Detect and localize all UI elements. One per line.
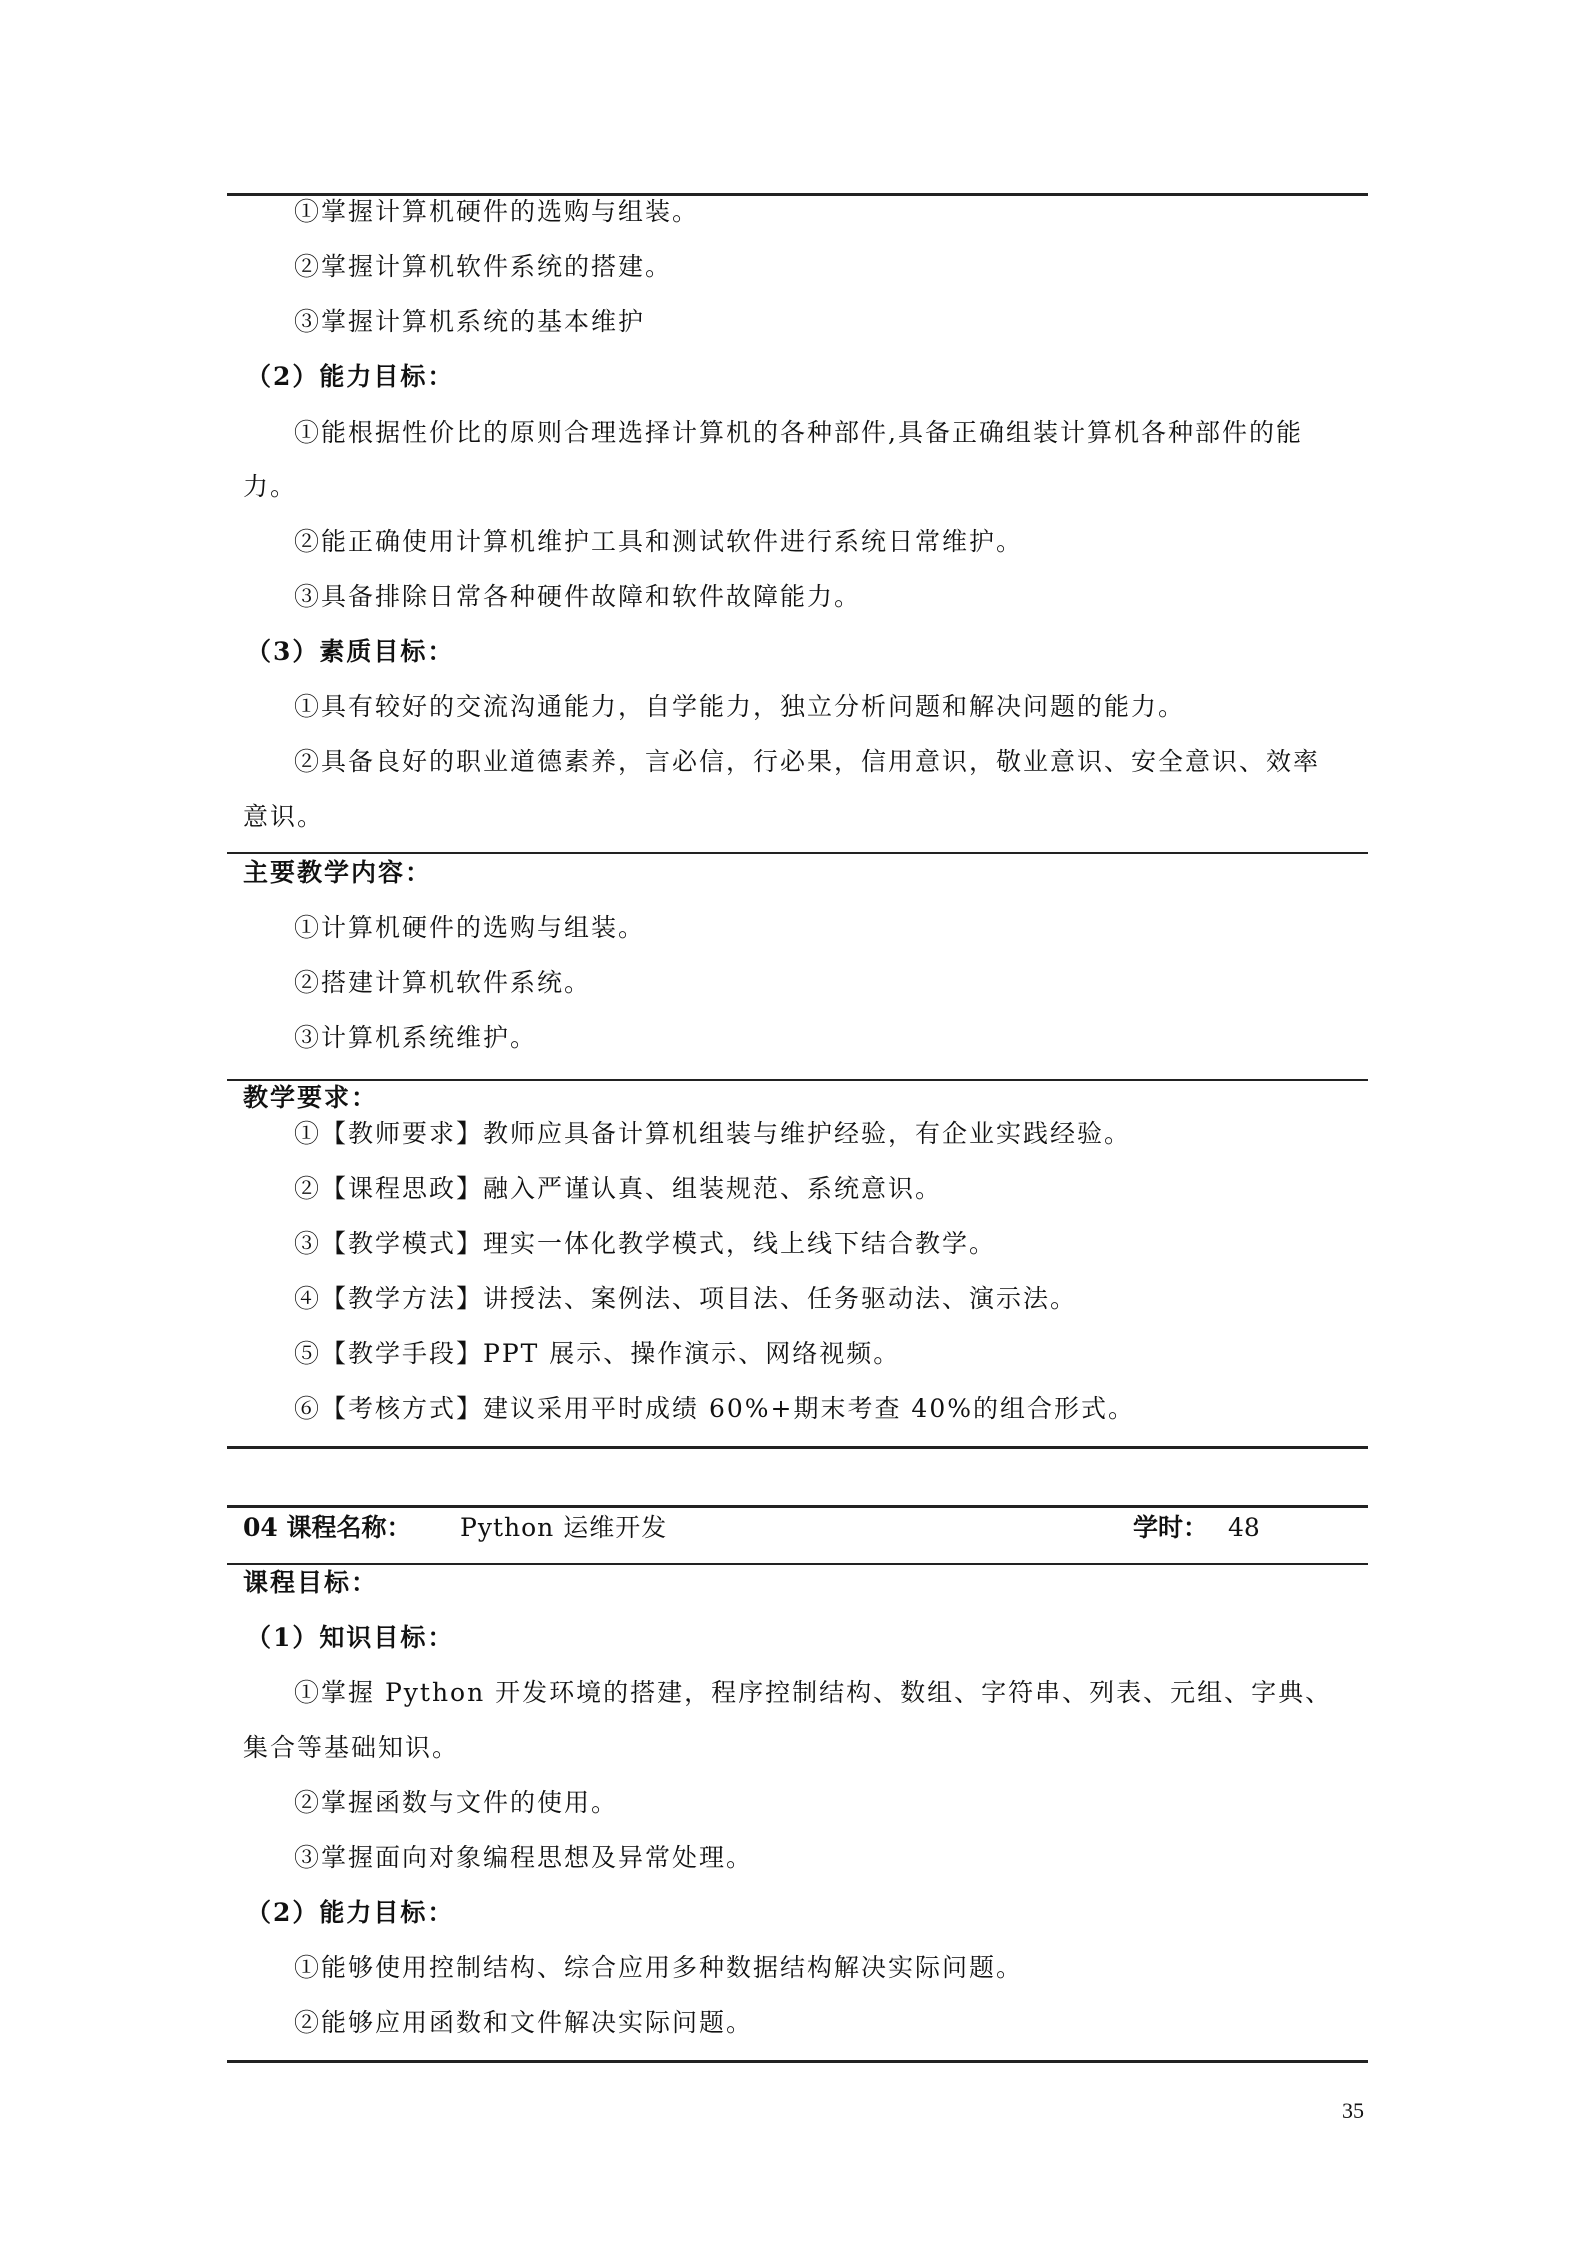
ability-item-2: ②能够应用函数和文件解决实际问题。 [294, 2008, 754, 2037]
section-divider [227, 1079, 1368, 1081]
quality-item-2: ②具备良好的职业道德素养，言必信，行必果，信用意识，敬业意识、安全意识、效率 [294, 747, 1321, 776]
knowledge-heading: （1）知识目标： [246, 1623, 455, 1652]
ability-heading: （2）能力目标： [246, 1898, 455, 1927]
ability-item-1: ①能根据性价比的原则合理选择计算机的各种部件,具备正确组装计算机各种部件的能 [294, 418, 1303, 447]
ability-heading: （2）能力目标： [246, 362, 455, 391]
table-top-rule [227, 1505, 1368, 1508]
ability-item-1-cont: 力。 [243, 472, 298, 501]
knowledge-item-2: ②掌握计算机软件系统的搭建。 [294, 252, 673, 281]
quality-item-1: ①具有较好的交流沟通能力，自学能力，独立分析问题和解决问题的能力。 [294, 692, 1186, 721]
ability-item-2: ②能正确使用计算机维护工具和测试软件进行系统日常维护。 [294, 527, 1024, 556]
section-divider [227, 852, 1368, 854]
requirements-heading: 教学要求： [243, 1083, 379, 1112]
table-bottom-rule [227, 1446, 1368, 1449]
content-item-3: ③计算机系统维护。 [294, 1023, 538, 1052]
course-name-value: Python 运维开发 [460, 1513, 668, 1542]
content-heading: 主要教学内容： [243, 858, 433, 887]
knowledge-item-2: ②掌握函数与文件的使用。 [294, 1788, 619, 1817]
hours-value: 48 [1228, 1513, 1260, 1542]
content-item-1: ①计算机硬件的选购与组装。 [294, 913, 646, 942]
knowledge-item-1: ①掌握计算机硬件的选购与组装。 [294, 197, 700, 226]
ability-item-1: ①能够使用控制结构、综合应用多种数据结构解决实际问题。 [294, 1953, 1024, 1982]
requirement-item-2: ②【课程思政】融入严谨认真、组装规范、系统意识。 [294, 1174, 943, 1203]
knowledge-item-1-cont: 集合等基础知识。 [243, 1733, 460, 1762]
quality-heading: （3）素质目标： [246, 637, 455, 666]
requirement-item-5: ⑤【教学手段】PPT 展示、操作演示、网络视频。 [294, 1339, 901, 1368]
requirement-item-4: ④【教学方法】讲授法、案例法、项目法、任务驱动法、演示法。 [294, 1284, 1078, 1313]
knowledge-item-3: ③掌握计算机系统的基本维护 [294, 307, 646, 336]
table-bottom-rule [227, 2060, 1368, 2063]
goals-heading: 课程目标： [243, 1568, 379, 1597]
requirement-item-1: ①【教师要求】教师应具备计算机组装与维护经验，有企业实践经验。 [294, 1119, 1132, 1148]
section-divider [227, 1563, 1368, 1565]
quality-item-2-cont: 意识。 [243, 802, 325, 831]
knowledge-item-1: ①掌握 Python 开发环境的搭建，程序控制结构、数组、字符串、列表、元组、字典、 [294, 1678, 1333, 1707]
ability-item-3: ③具备排除日常各种硬件故障和软件故障能力。 [294, 582, 862, 611]
course-name-label: 04 课程名称： [243, 1513, 412, 1542]
requirement-item-3: ③【教学模式】理实一体化教学模式，线上线下结合教学。 [294, 1229, 997, 1258]
page-number: 35 [1342, 2098, 1364, 2123]
knowledge-item-3: ③掌握面向对象编程思想及异常处理。 [294, 1843, 754, 1872]
requirement-item-6: ⑥【考核方式】建议采用平时成绩 60%+期末考查 40%的组合形式。 [294, 1394, 1135, 1423]
content-item-2: ②搭建计算机软件系统。 [294, 968, 592, 997]
hours-label: 学时： [1133, 1513, 1209, 1542]
